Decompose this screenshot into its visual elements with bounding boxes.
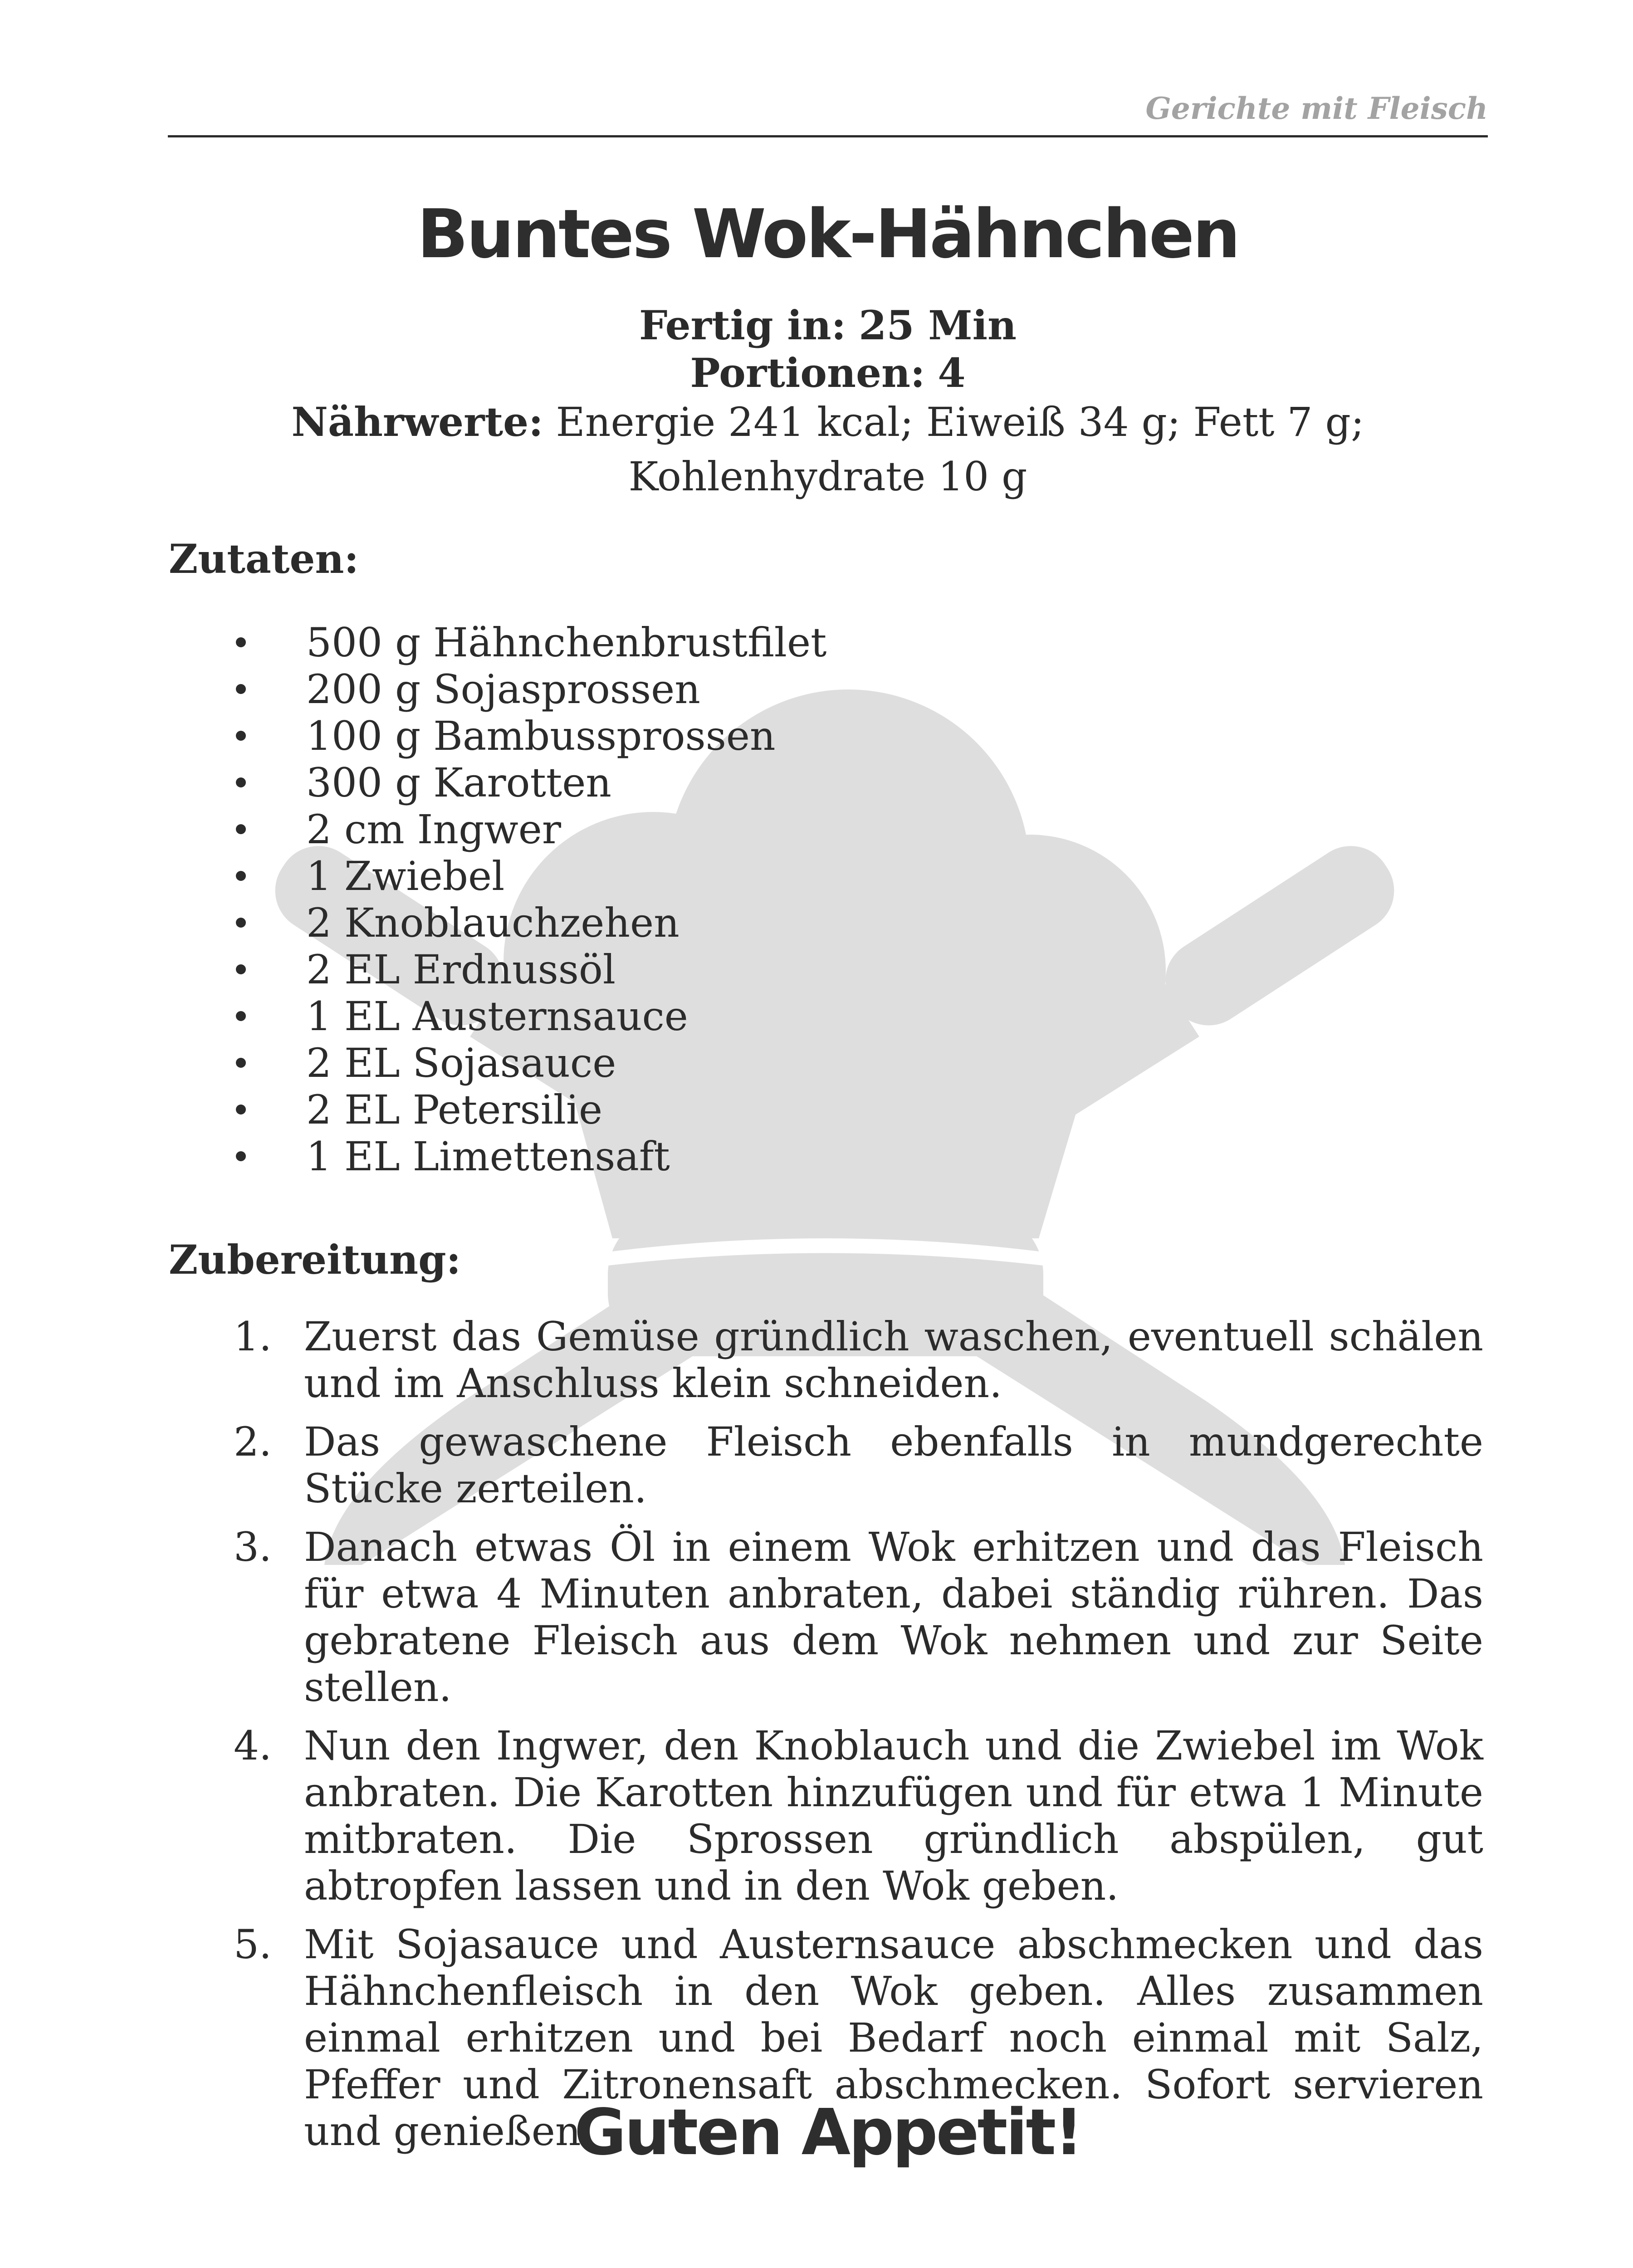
portions-value: 4 [938,349,966,396]
bullet-icon [236,964,246,974]
list-item [236,1040,826,1086]
list-item [236,759,826,806]
ingredients-heading: Zutaten: [169,535,359,582]
list-item [236,993,826,1040]
cooking-time-label: Fertig in: [639,302,846,349]
list-item [236,853,826,899]
ingredient-text: 1 EL Limettensaft [306,1133,670,1180]
list-item [234,1313,1483,1407]
header-rule [168,135,1488,137]
portions-label: Portionen: [690,349,925,396]
bullet-icon [236,918,246,928]
bullet-icon [236,1151,246,1161]
ingredient-text: 2 cm Ingwer [306,806,561,853]
ingredient-text: 1 EL Austernsauce [306,993,688,1040]
nutrition-label: Nährwerte: [291,398,543,445]
bullet-icon [236,1058,246,1068]
ingredient-text: 500 g Hähnchenbrustfilet [306,619,827,666]
ingredient-text: 1 Zwiebel [306,853,505,899]
ingredient-text: 2 EL Sojasauce [306,1040,616,1086]
bullet-icon [236,637,246,647]
list-item [236,1133,826,1180]
list-item [236,899,826,946]
list-item [234,1418,1483,1512]
ingredient-text: 2 EL Erdnussöl [306,946,616,993]
list-item [236,806,826,853]
step-text: Mit Sojasauce und Austernsauce abschmecken und das Hähnchenfleisch in den Wok geben. Alles zusammen einmal erhitzen und bei Bedarf noch einmal mit Salz, Pfeffer und Zitronensaft abschmecken. Sofort servieren und genießen. [304,1921,1483,2155]
list-item [236,946,826,993]
step-number: 4. [234,1722,272,1769]
preparation-steps [234,1313,1483,2166]
bullet-icon [236,824,246,834]
ingredient-text: 2 Knoblauchzehen [306,899,680,946]
cooking-time-value: 25 Min [859,302,1017,349]
portions [168,349,1488,396]
list-item [234,1524,1483,1711]
ingredient-text: 200 g Sojasprossen [306,666,700,713]
step-text: Nun den Ingwer, den Knoblauch und die Zwiebel im Wok anbraten. Die Karotten hinzufügen und für etwa 1 Minute mitbraten. Die Sprossen gründlich abspülen, gut abtropfen lassen und in den Wok geben. [304,1722,1483,1909]
list-item [236,1086,826,1133]
ingredient-text: 2 EL Petersilie [306,1086,603,1133]
step-number: 2. [234,1418,272,1465]
bullet-icon [236,777,246,787]
step-text: Danach etwas Öl in einem Wok erhitzen und das Fleisch für etwa 4 Minuten anbraten, dabei ständig rühren. Das gebratene Fleisch aus dem Wok nehmen und zur Seite stellen. [304,1524,1483,1711]
closing-phrase: Guten Appetit! [574,2096,1082,2170]
nutrition-values: Energie 241 kcal; Eiweiß 34 g; Fett 7 g; [556,399,1364,445]
list-item [234,1722,1483,1909]
list-item [236,666,826,713]
recipe-title: Buntes Wok-Hähnchen [417,195,1239,273]
running-head: Gerichte mit Fleisch [1145,91,1488,126]
bullet-icon [236,1105,246,1114]
list-item [236,713,826,759]
bullet-icon [236,871,246,881]
step-number: 3. [234,1524,272,1570]
cooking-time [168,302,1488,349]
step-number: 5. [234,1921,272,1968]
bullet-icon [236,684,246,694]
ingredient-text: 100 g Bambussprossen [306,713,776,759]
bullet-icon [236,731,246,741]
bullet-icon [236,1011,246,1021]
list-item [236,619,826,666]
preparation-heading: Zubereitung: [169,1236,461,1283]
nutrition [168,395,1488,504]
step-number: 1. [234,1313,272,1360]
nutrition-carbs: Kohlenhydrate 10 g [628,453,1027,500]
ingredients-list [236,619,826,1180]
step-text: Das gewaschene Fleisch ebenfalls in mundgerechte Stücke zerteilen. [304,1418,1483,1512]
step-text: Zuerst das Gemüse gründlich waschen, eventuell schälen und im Anschluss klein schneiden. [304,1313,1483,1407]
ingredient-text: 300 g Karotten [306,759,611,806]
